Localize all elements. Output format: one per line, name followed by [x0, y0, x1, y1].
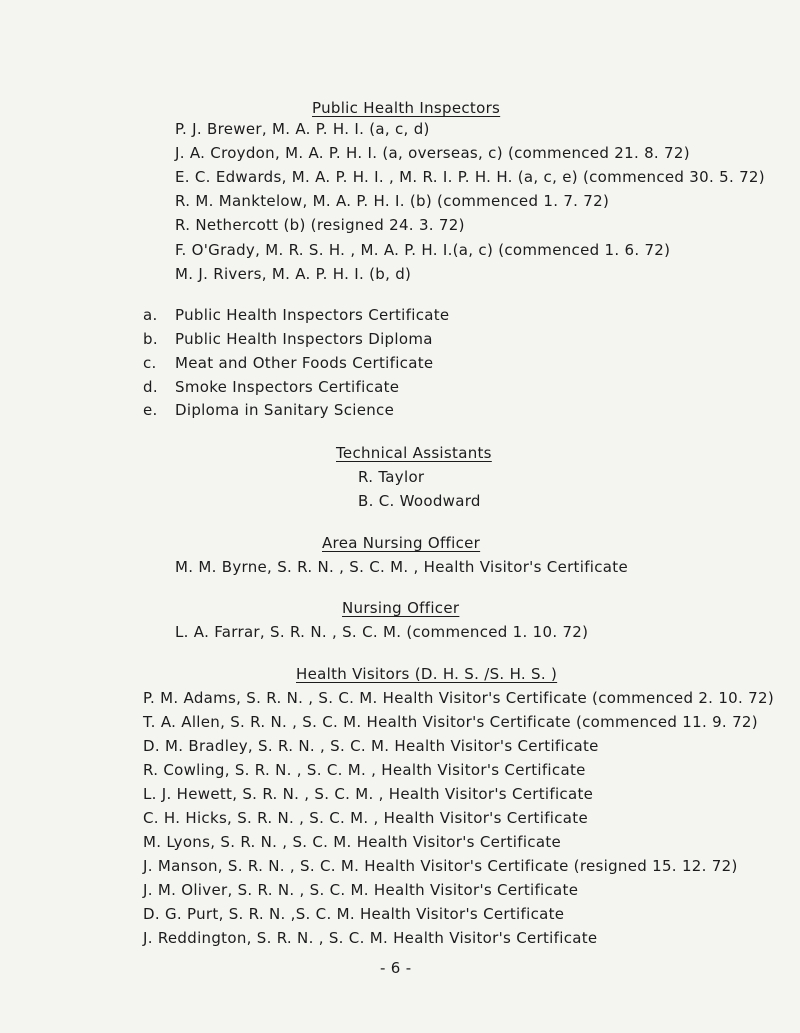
technical-assistant-entry: R. Taylor: [358, 468, 425, 486]
health-visitor-entry: R. Cowling, S. R. N. , S. C. M. , Health Visitor's Certificate: [143, 761, 586, 779]
health-visitor-entry: D. M. Bradley, S. R. N. , S. C. M. Health Visitor's Certificate: [143, 737, 599, 755]
legend-text: Public Health Inspectors Certificate: [175, 306, 450, 324]
inspector-entry: F. O'Grady, M. R. S. H. , M. A. P. H. I.(a, c) (commenced 1. 6. 72): [175, 241, 671, 259]
health-visitor-entry: T. A. Allen, S. R. N. , S. C. M. Health Visitor's Certificate (commenced 11. 9. 72): [143, 713, 758, 731]
health-visitor-entry: J. Reddington, S. R. N. , S. C. M. Health Visitor's Certificate: [143, 929, 598, 947]
legend-text: Diploma in Sanitary Science: [175, 401, 395, 419]
nursing-officer-entry: L. A. Farrar, S. R. N. , S. C. M. (commenced 1. 10. 72): [175, 623, 589, 641]
page-number: - 6 -: [380, 959, 412, 977]
health-visitor-entry: P. M. Adams, S. R. N. , S. C. M. Health Visitor's Certificate (commenced 2. 10. 72): [143, 689, 774, 707]
health-visitors-heading: Health Visitors (D. H. S. /S. H. S. ): [296, 665, 558, 683]
legend-letter: e.: [143, 401, 158, 419]
legend-letter: c.: [143, 354, 157, 372]
health-visitor-entry: C. H. Hicks, S. R. N. , S. C. M. , Health Visitor's Certificate: [143, 809, 589, 827]
legend-text: Meat and Other Foods Certificate: [175, 354, 434, 372]
inspector-entry: E. C. Edwards, M. A. P. H. I. , M. R. I. P. H. H. (a, c, e) (commenced 30. 5. 72): [175, 168, 765, 186]
area-nursing-officer-heading: Area Nursing Officer: [322, 534, 481, 552]
health-visitor-entry: J. Manson, S. R. N. , S. C. M. Health Visitor's Certificate (resigned 15. 12. 72): [143, 857, 738, 875]
legend-letter: d.: [143, 378, 158, 396]
inspector-entry: J. A. Croydon, M. A. P. H. I. (a, overseas, c) (commenced 21. 8. 72): [175, 144, 690, 162]
technical-assistants-heading: Technical Assistants: [336, 444, 492, 462]
inspector-entry: M. J. Rivers, M. A. P. H. I. (b, d): [175, 265, 412, 283]
health-visitor-entry: L. J. Hewett, S. R. N. , S. C. M. , Health Visitor's Certificate: [143, 785, 594, 803]
legend-letter: a.: [143, 306, 158, 324]
inspector-entry: R. M. Manktelow, M. A. P. H. I. (b) (commenced 1. 7. 72): [175, 192, 610, 210]
legend-letter: b.: [143, 330, 158, 348]
health-visitor-entry: D. G. Purt, S. R. N. ,S. C. M. Health Visitor's Certificate: [143, 905, 565, 923]
legend-text: Public Health Inspectors Diploma: [175, 330, 433, 348]
nursing-officer-heading: Nursing Officer: [342, 599, 460, 617]
health-visitor-entry: M. Lyons, S. R. N. , S. C. M. Health Visitor's Certificate: [143, 833, 562, 851]
technical-assistant-entry: B. C. Woodward: [358, 492, 481, 510]
inspector-entry: R. Nethercott (b) (resigned 24. 3. 72): [175, 216, 465, 234]
area-nursing-officer-entry: M. M. Byrne, S. R. N. , S. C. M. , Health Visitor's Certificate: [175, 558, 629, 576]
health-visitor-entry: J. M. Oliver, S. R. N. , S. C. M. Health Visitor's Certificate: [143, 881, 579, 899]
legend-text: Smoke Inspectors Certificate: [175, 378, 400, 396]
public-health-inspectors-heading: Public Health Inspectors: [312, 99, 501, 117]
inspector-entry: P. J. Brewer, M. A. P. H. I. (a, c, d): [175, 120, 430, 138]
